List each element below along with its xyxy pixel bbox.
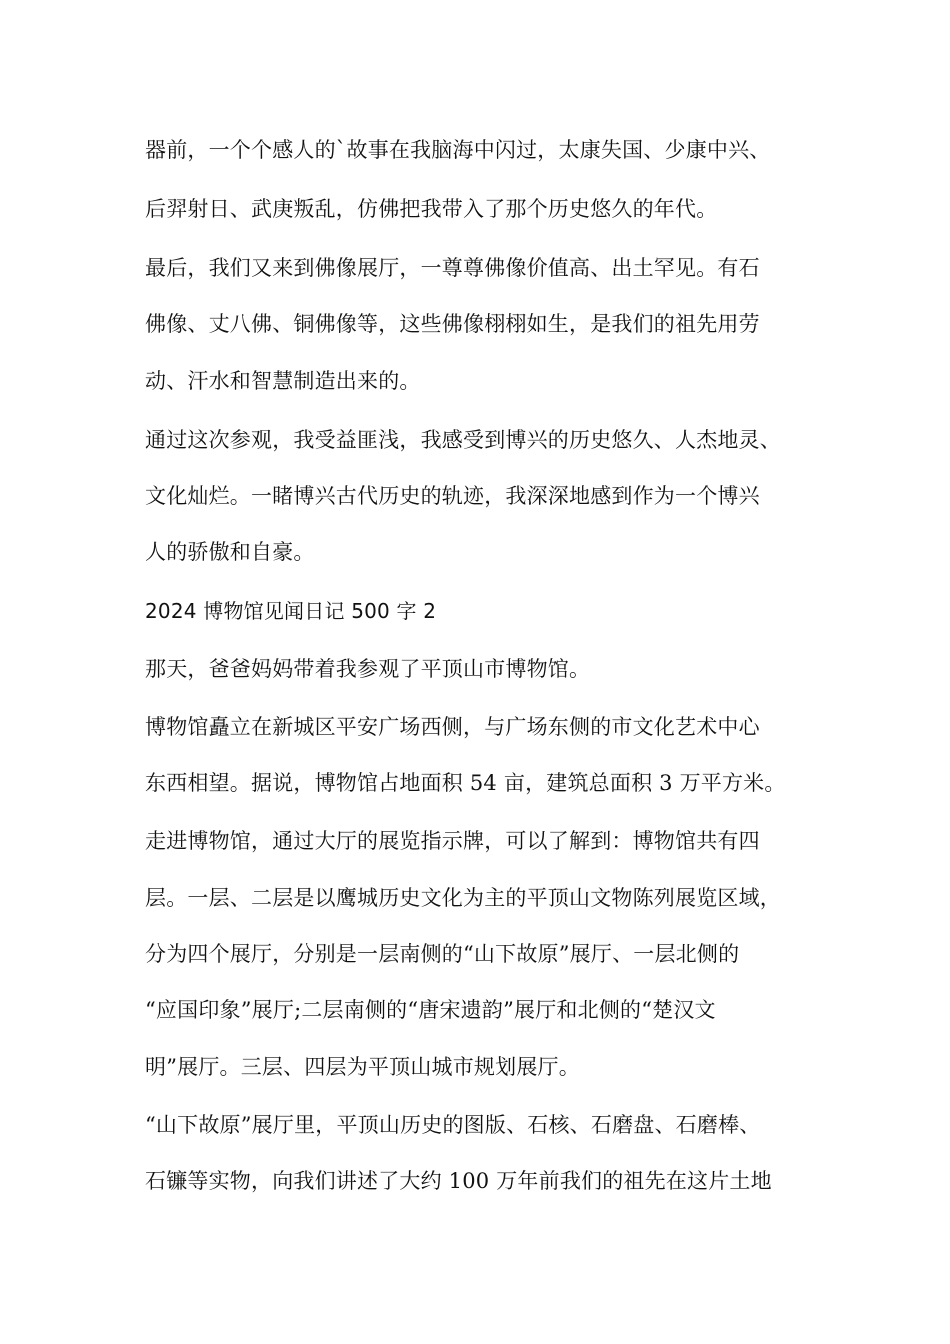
text-line: 器前，一个个感人的`故事在我脑海中闪过，太康失国、少康中兴、 bbox=[145, 138, 771, 162]
text-line: 层。一层、二层是以鹰城历史文化为主的平顶山文物陈列展览区域， bbox=[145, 886, 781, 910]
text-line: “山下故原”展厅里，平顶山历史的图版、石核、石磨盘、石磨棒、 bbox=[145, 1113, 761, 1137]
text-line: 东西相望。据说，博物馆占地面积 54 亩，建筑总面积 3 万平方米。 bbox=[145, 771, 786, 795]
text-line: 分为四个展厅，分别是一层南侧的“山下故原”展厅、一层北侧的 bbox=[145, 942, 740, 966]
text-line: 佛像、丈八佛、铜佛像等，这些佛像栩栩如生，是我们的祖先用劳 bbox=[145, 312, 760, 336]
text-line: 文化灿烂。一睹博兴古代历史的轨迹，我深深地感到作为一个博兴 bbox=[145, 484, 760, 508]
section-heading: 2024 博物馆见闻日记 500 字 2 bbox=[145, 599, 437, 623]
text-line: 最后，我们又来到佛像展厅，一尊尊佛像价值高、出土罕见。有石 bbox=[145, 256, 760, 280]
text-line: 博物馆矗立在新城区平安广场西侧，与广场东侧的市文化艺术中心 bbox=[145, 715, 760, 739]
text-line: “应国印象”展厅;二层南侧的“唐宋遗韵”展厅和北侧的“楚汉文 bbox=[145, 998, 716, 1022]
text-line: 明”展厅。三层、四层为平顶山城市规划展厅。 bbox=[145, 1055, 580, 1079]
text-line: 通过这次参观，我受益匪浅，我感受到博兴的历史悠久、人杰地灵、 bbox=[145, 428, 781, 452]
text-line: 动、汗水和智慧制造出来的。 bbox=[145, 369, 421, 393]
text-line: 石镰等实物，向我们讲述了大约 100 万年前我们的祖先在这片土地 bbox=[145, 1169, 772, 1193]
text-line: 人的骄傲和自豪。 bbox=[145, 540, 315, 564]
text-line: 那天，爸爸妈妈带着我参观了平顶山市博物馆。 bbox=[145, 657, 591, 681]
text-line: 走进博物馆，通过大厅的展览指示牌，可以了解到：博物馆共有四 bbox=[145, 829, 760, 853]
text-line: 后羿射日、武庚叛乱，仿佛把我带入了那个历史悠久的年代。 bbox=[145, 197, 718, 221]
